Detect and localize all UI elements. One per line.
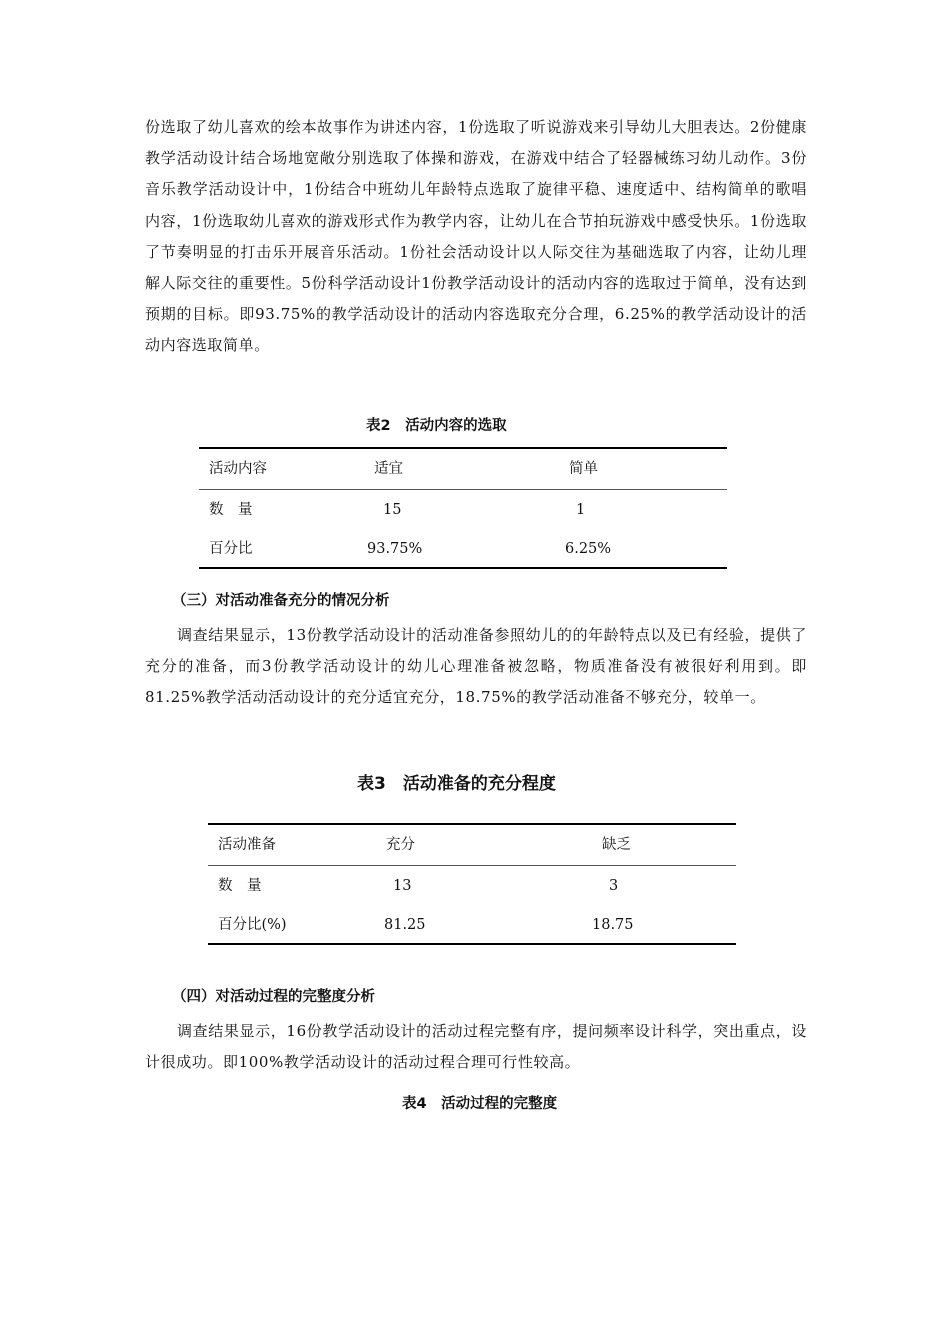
table-cell: 93.75% — [367, 541, 423, 557]
table-header-row — [208, 825, 736, 866]
table-row — [208, 866, 736, 906]
table-cell: 数 量 — [209, 502, 253, 518]
table-header-cell: 简单 — [569, 461, 598, 477]
table-cell: 数 量 — [218, 878, 262, 894]
table2 — [199, 447, 727, 569]
table3-caption: 表3 活动准备的充分程度 — [357, 774, 556, 794]
table-header-cell: 适宜 — [374, 461, 403, 477]
table-row — [199, 529, 727, 569]
table-header-cell: 活动内容 — [209, 461, 267, 477]
table-cell: 81.25 — [384, 917, 426, 933]
table-cell: 1 — [576, 502, 586, 518]
table4-caption: 表4 活动过程的完整度 — [402, 1096, 558, 1112]
table-cell: 百分比 — [209, 541, 253, 557]
table-cell: 百分比(%) — [218, 917, 287, 933]
section3-paragraph: 调查结果显示，13份教学活动设计的活动准备参照幼儿的的年龄特点以及已有经验，提供了充分的准备，而3份教学活动设计的幼儿心理准备被忽略，物质准备没有被很好利用到。即81.25%教学活动活动设计的充分适宜充分，18.75%的教学活动准备不够充分，较单一。 — [145, 626, 807, 707]
table-cell: 3 — [609, 878, 619, 894]
table-header-cell: 活动准备 — [218, 837, 276, 853]
table-cell: 15 — [383, 502, 402, 518]
table2-caption: 表2 活动内容的选取 — [366, 418, 507, 434]
table-cell: 18.75 — [592, 917, 634, 933]
table-row — [208, 905, 736, 945]
table-row — [199, 490, 727, 530]
section4-paragraph: 调查结果显示，16份教学活动设计的活动过程完整有序，提问频率设计科学，突出重点，设计很成功。即100%教学活动设计的活动过程合理可行性较高。 — [145, 1022, 807, 1072]
table-header-cell: 充分 — [386, 837, 415, 853]
section3-heading: （三）对活动准备充分的情况分析 — [172, 593, 390, 609]
table3 — [208, 823, 736, 945]
table-cell: 13 — [393, 878, 412, 894]
table-cell: 6.25% — [565, 541, 612, 557]
intro-paragraph: 份选取了幼儿喜欢的绘本故事作为讲述内容，1份选取了听说游戏来引导幼儿大胆表达。2份健康教学活动设计结合场地宽敞分别选取了体操和游戏，在游戏中结合了轻器械练习幼儿动作。3份音乐教学活动设计中，1份结合中班幼儿年龄特点选取了旋律平稳、速度适中、结构简单的歌唱内容，1份选取幼儿喜欢的游戏形式作为教学内容，让幼儿在合节拍玩游戏中感受快乐。1份选取了节奏明显的打击乐开展音乐活动。1份社会活动设计以人际交往为基础选取了内容，让幼儿理解人际交往的重要性。5份科学活动设计1份教学活动设计的活动内容的选取过于简单，没有达到预期的目标。即93.75%的教学活动设计的活动内容选取充分合理，6.25%的教学活动设计的活动内容选取简单。 — [145, 118, 807, 355]
section4-heading: （四）对活动过程的完整度分析 — [172, 989, 375, 1005]
table-header-cell: 缺乏 — [602, 837, 631, 853]
table-header-row — [199, 449, 727, 490]
